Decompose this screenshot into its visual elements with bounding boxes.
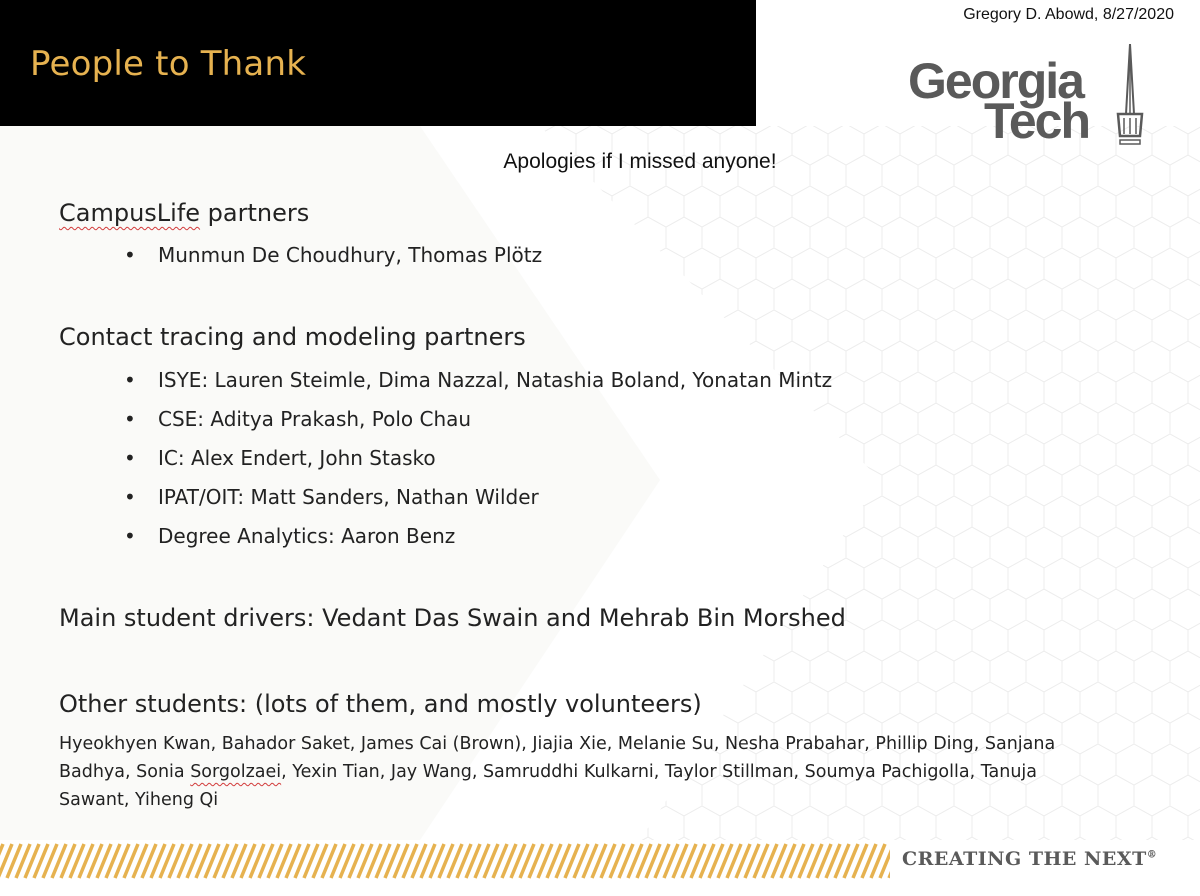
campuslife-heading-rest: partners [200, 199, 310, 227]
list-item [124, 243, 542, 267]
bullet-text: ISYE: Lauren Steimle, Dima Nazzal, Natashia Boland, Yonatan Mintz [158, 368, 833, 392]
bullet-dot-icon: • [124, 446, 136, 470]
author-date: Gregory D. Abowd, 8/27/2020 [963, 6, 1174, 23]
other-students-heading: Other students: (lots of them, and mostly volunteers) [59, 690, 702, 718]
campuslife-heading [59, 199, 309, 227]
bullet-dot-icon: • [124, 368, 136, 392]
main-student-drivers: Main student drivers: Vedant Das Swain and Mehrab Bin Morshed [59, 604, 846, 632]
list-item [124, 407, 471, 431]
campuslife-heading-word: CampusLife [59, 199, 201, 227]
title-bar [0, 0, 756, 126]
list-item [124, 524, 455, 548]
bullet-text: CSE: Aditya Prakash, Polo Chau [158, 407, 472, 431]
bullet-text: IPAT/OIT: Matt Sanders, Nathan Wilder [158, 485, 539, 509]
bullet-dot-icon: • [124, 407, 136, 431]
tech-tower-spire-icon [1110, 44, 1150, 150]
bullet-dot-icon: • [124, 485, 136, 509]
footer-gold-stripes [0, 842, 890, 880]
georgia-tech-logo [904, 44, 1164, 154]
slide-title: People to Thank [30, 44, 307, 84]
tagline-text: CREATING THE NEXT [902, 848, 1147, 870]
list-item [124, 446, 436, 470]
other-students-names [59, 730, 1069, 814]
creating-the-next-tagline [902, 848, 1157, 870]
names-part-1: Hyeokhyen Kwan, Bahador Saket, James Cai (Brown), Jiajia Xie, Melanie Su, Nesha Prabahar, Phillip Ding, Sanjana Badhya, Sonia [59, 734, 1056, 782]
bullet-dot-icon: • [124, 524, 136, 548]
bullet-text: IC: Alex Endert, John Stasko [158, 446, 436, 470]
bullet-text: Munmun De Choudhury, Thomas Plötz [158, 243, 543, 267]
logo-word-georgia: Georgia [908, 53, 1083, 109]
apology-note: Apologies if I missed anyone! [503, 150, 777, 173]
logo-word-tech: Tech [984, 93, 1089, 149]
bullet-text: Degree Analytics: Aaron Benz [158, 524, 456, 548]
contact-tracing-heading: Contact tracing and modeling partners [59, 323, 526, 351]
list-item [124, 368, 832, 392]
names-part-2: , Yexin Tian, Jay Wang, Samruddhi Kulkarni, Taylor Stillman, Soumya Pachigolla, Tanuja Sawant, Yiheng Qi [59, 762, 1037, 810]
bullet-dot-icon: • [124, 243, 136, 267]
names-flagged-word: Sorgolzaei [190, 762, 282, 782]
tagline-registered-mark: ® [1146, 849, 1158, 861]
list-item [124, 485, 539, 509]
